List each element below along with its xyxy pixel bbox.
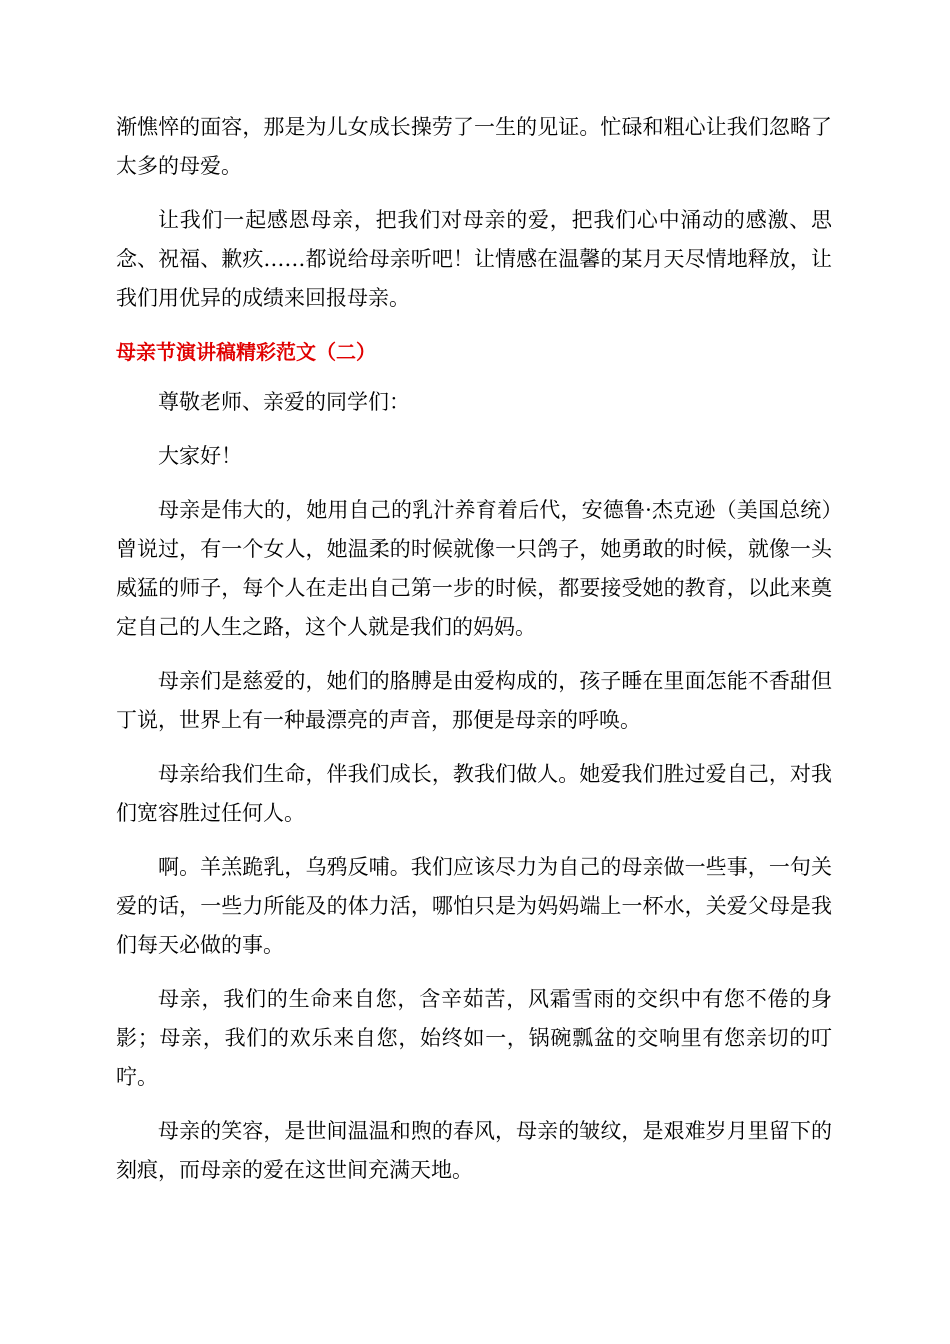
salutation: 尊敬老师、亲爱的同学们： (158, 390, 410, 414)
paragraph: 母亲们是慈爱的，她们的胳膊是由爱构成的，孩子睡在里面怎能不香甜但丁说，世界上有一种最漂亮的声音，那便是母亲的呼唤。 (116, 669, 832, 732)
paragraph-continued: 渐憔悴的面容，那是为儿女成长操劳了一生的见证。忙碌和粗心让我们忽略了太多的母爱。 (116, 115, 832, 178)
paragraph: 母亲的笑容，是世间温温和煦的春风，母亲的皱纹，是艰难岁月里留下的刻痕，而母亲的爱在这世间充满天地。 (116, 1119, 832, 1182)
paragraph: 母亲给我们生命，伴我们成长，教我们做人。她爱我们胜过爱自己，对我们宽容胜过任何人。 (116, 762, 832, 825)
document-body (116, 108, 832, 1205)
section-heading: 母亲节演讲稿精彩范文（二） (116, 340, 376, 364)
paragraph-gratitude: 让我们一起感恩母亲，把我们对母亲的爱，把我们心中涌动的感激、思念、祝福、歉疚……都说给母亲听吧！让情感在温馨的某月天尽情地释放，让我们用优异的成绩来回报母亲。 (116, 208, 832, 310)
paragraph: 母亲，我们的生命来自您，含辛茹苦，风霜雪雨的交织中有您不倦的身影；母亲，我们的欢乐来自您，始终如一，锅碗瓢盆的交响里有您亲切的叮咛。 (116, 987, 832, 1089)
paragraph: 母亲是伟大的，她用自己的乳汁养育着后代，安德鲁·杰克逊（美国总统）曾说过，有一个女人，她温柔的时候就像一只鸽子，她勇敢的时候，就像一头威猛的师子，每个人在走出自己第一步的时候，都要接受她的教育，以此来奠定自己的人生之路，这个人就是我们的妈妈。 (116, 498, 832, 639)
paragraph: 啊。羊羔跪乳，乌鸦反哺。我们应该尽力为自己的母亲做一些事，一句关爱的话，一些力所能及的体力活，哪怕只是为妈妈端上一杯水，关爱父母是我们每天必做的事。 (116, 855, 832, 957)
greeting: 大家好！ (158, 444, 242, 468)
